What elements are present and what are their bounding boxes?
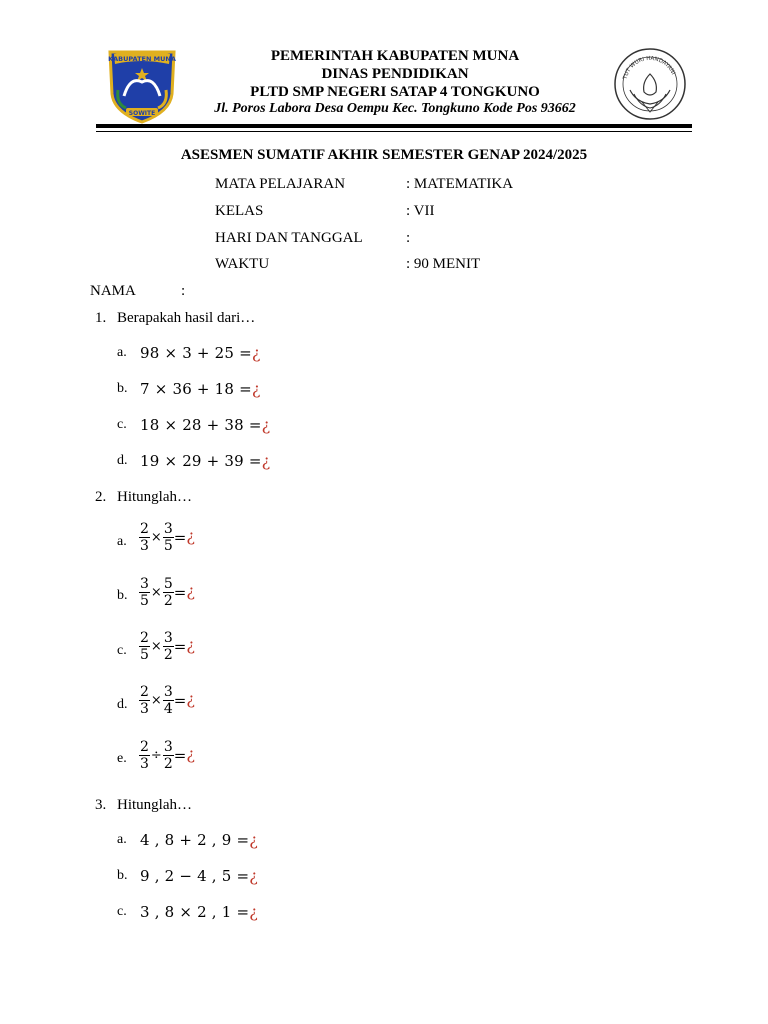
exam-title: ASESMEN SUMATIF AKHIR SEMESTER GENAP 2024/2025 [180,147,588,163]
question-text: Hitunglah… [117,489,192,505]
header-rule-thin [96,131,692,132]
info-value-class: : VII [406,203,435,219]
fraction-expression: $\frac{3}{5}$ × $\frac{5}{2}$ =¿ [140,576,195,609]
header-rule-thick [96,124,692,128]
answer-placeholder: ¿ [186,744,195,764]
name-colon: : [181,283,186,299]
option-letter: d. [117,697,128,712]
info-value-subject: : MATEMATIKA [406,176,514,192]
info-label-subject: MATA PELAJARAN [215,176,346,192]
answer-placeholder: ¿ [261,415,271,434]
name-label: NAMA [90,283,136,299]
logo-banner-text: KABUPATEN MUNA [108,55,176,63]
option-letter: b. [117,868,128,883]
option-expression: 18 × 28 + 38 =¿ [140,415,271,434]
question-number: 1. [95,310,107,326]
option-letter: b. [117,588,128,603]
answer-placeholder: ¿ [251,379,261,398]
fraction-expression: $\frac{2}{5}$ × $\frac{3}{2}$ =¿ [140,630,195,663]
answer-placeholder: ¿ [186,581,195,601]
info-label-date: HARI DAN TANGGAL [215,230,363,246]
header-address: Jl. Poros Labora Desa Oempu Kec. Tongkuno Kode Pos 93662 [214,101,576,116]
kabupaten-muna-logo [104,46,180,124]
fraction-expression: $\frac{2}{3}$ × $\frac{3}{5}$ =¿ [140,521,195,554]
answer-placeholder: ¿ [186,526,195,546]
option-expression: 98 × 3 + 25 =¿ [140,343,261,362]
option-expression: 9 , 2 − 4 , 5 =¿ [140,866,258,885]
logo-motto-arc: TUT WURI HANDAYANI [622,55,676,81]
question-text: Hitunglah… [117,797,192,813]
header-department: DINAS PENDIDIKAN [321,66,469,82]
fraction-expression: $\frac{2}{3}$ × $\frac{3}{4}$ =¿ [140,684,195,717]
answer-placeholder: ¿ [251,343,261,362]
header-government: PEMERINTAH KABUPATEN MUNA [270,48,520,64]
answer-placeholder: ¿ [186,689,195,709]
option-letter: a. [117,832,127,847]
logo-motto-text: SOWITE [128,110,156,117]
info-label-time: WAKTU [215,256,270,272]
answer-placeholder: ¿ [249,830,258,849]
option-letter: c. [117,417,127,432]
option-letter: a. [117,345,127,360]
tut-wuri-handayani-logo [612,46,688,122]
option-expression: 4 , 8 + 2 , 9 =¿ [140,830,258,849]
fraction-expression: $\frac{2}{3}$ ÷ $\frac{3}{2}$ =¿ [140,739,195,772]
info-label-class: KELAS [215,203,264,219]
answer-placeholder: ¿ [186,635,195,655]
option-letter: e. [117,751,127,766]
option-expression: 19 × 29 + 39 =¿ [140,451,271,470]
option-letter: c. [117,643,127,658]
info-value-time: : 90 MENIT [406,256,481,272]
option-expression: 7 × 36 + 18 =¿ [140,379,261,398]
info-value-date: : [406,230,411,246]
question-text: Berapakah hasil dari… [117,310,256,326]
option-letter: c. [117,904,127,919]
answer-placeholder: ¿ [249,866,258,885]
question-number: 3. [95,797,107,813]
option-letter: d. [117,453,128,468]
answer-placeholder: ¿ [261,451,271,470]
option-letter: b. [117,381,128,396]
header-school: PLTD SMP NEGERI SATAP 4 TONGKUNO [250,84,540,100]
option-letter: a. [117,534,127,549]
option-expression: 3 , 8 × 2 , 1 =¿ [140,902,258,921]
answer-placeholder: ¿ [249,902,258,921]
question-number: 2. [95,489,107,505]
